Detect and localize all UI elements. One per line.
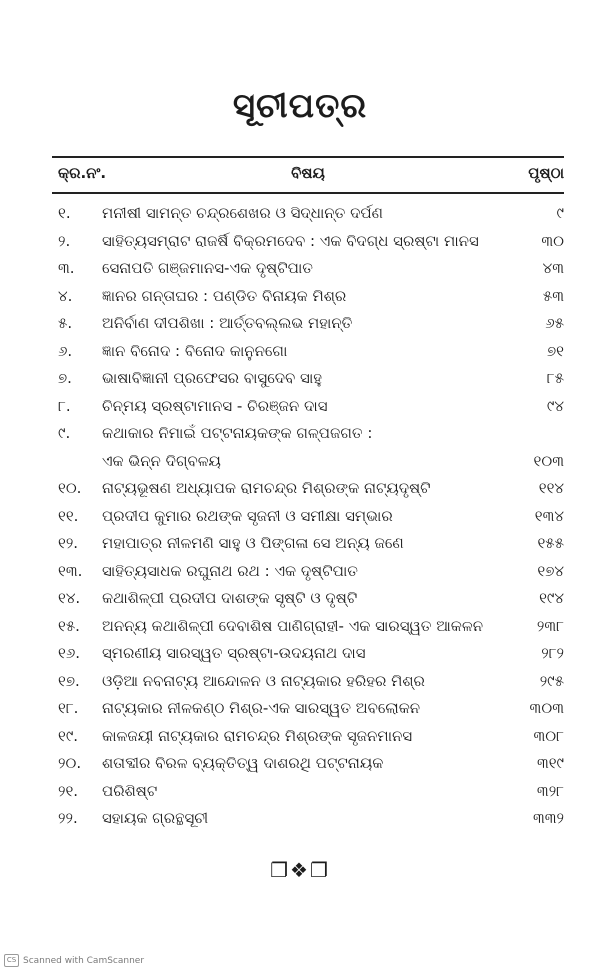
toc-serial: ୧୩. bbox=[58, 561, 83, 580]
toc-title: ଚିନ୍ମୟ ସ୍ରଷ୍ଟାମାନସ - ଚିରଞ୍ଜନ ଦାସ bbox=[102, 396, 328, 415]
toc-row bbox=[52, 640, 564, 668]
toc-page: ୮୫ bbox=[546, 369, 564, 387]
toc-serial: ୫. bbox=[58, 314, 73, 332]
toc-title: ଜ୍ଞାନ ବିନୋଦ : ବିନୋଦ କାନୁନଗୋ bbox=[102, 341, 288, 360]
toc-page: ୧୧୪ bbox=[538, 479, 564, 497]
toc-header bbox=[52, 160, 564, 190]
toc-page: ୩୦ bbox=[541, 231, 564, 250]
toc-title: କାଳଜୟୀ ନାଟ୍ୟକାର ରାମଚନ୍ଦ୍ର ମିଶ୍ରଙ୍କ ସୃଜନମାନସ bbox=[102, 726, 413, 745]
toc-serial: ୬. bbox=[58, 341, 73, 360]
toc-page: ୧୭୪ bbox=[537, 561, 564, 580]
toc-title: ଶତାବ୍ଦୀର ବିରଳ ବ୍ୟକ୍ତିତ୍ୱ ଦାଶରଥି ପଟ୍ଟନାୟକ bbox=[102, 754, 384, 772]
toc-title: ମନୀଷୀ ସାମନ୍ତ ଚନ୍ଦ୍ରଶେଖର ଓ ସିଦ୍ଧାନ୍ତ ଦର୍ପଣ bbox=[102, 204, 383, 222]
toc-row bbox=[52, 283, 564, 311]
toc-page: ୩୨୮ bbox=[536, 781, 564, 800]
toc-row bbox=[52, 200, 564, 228]
toc-title: କଥାଶିଳ୍ପୀ ପ୍ରଦୀପ ଦାଶଙ୍କ ସୃଷ୍ଟି ଓ ଦୃଷ୍ଟି bbox=[102, 589, 358, 607]
toc-title: ଅନିର୍ବାଣ ଦୀପଶିଖା : ଆର୍ତ୍ତବଲ୍ଲଭ ମହାନ୍ତି bbox=[102, 314, 353, 332]
toc-serial: ୩. bbox=[58, 259, 75, 277]
toc-title: ସ୍ମରଣୀୟ ସାରସ୍ୱତ ସ୍ରଷ୍ଟା-ଉଦୟନାଥ ଦାସ bbox=[102, 644, 366, 662]
header-serial: କ୍ର.ନଂ. bbox=[58, 164, 107, 182]
toc-title: ଓଡ଼ିଆ ନବନାଟ୍ୟ ଆନ୍ଦୋଳନ ଓ ନାଟ୍ୟକାର ହରିହର ମିଶ୍ର bbox=[102, 671, 425, 690]
toc-title: ଭାଷାବିଜ୍ଞାନୀ ପ୍ରଫେସର ବାସୁଦେବ ସାହୁ bbox=[102, 369, 322, 387]
toc-row bbox=[52, 503, 564, 531]
toc-serial: ୧୮. bbox=[58, 699, 79, 717]
toc-row bbox=[52, 393, 564, 421]
toc-title: ସହାୟକ ଗ୍ରନ୍ଥସୂଚୀ bbox=[102, 809, 209, 827]
toc-row bbox=[52, 805, 564, 833]
toc-page: ୬୫ bbox=[545, 314, 564, 332]
camscanner-logo-icon: CS bbox=[4, 954, 19, 967]
toc-serial: ୯. bbox=[58, 424, 71, 442]
toc-page: ୩୧୯ bbox=[536, 754, 564, 772]
toc-page: ୧୩୪ bbox=[534, 506, 564, 525]
scanner-text: Scanned with CamScanner bbox=[23, 955, 145, 966]
toc-page: ୧୫୫ bbox=[537, 534, 564, 552]
toc-row bbox=[52, 695, 564, 723]
toc-row bbox=[52, 585, 564, 613]
toc-serial: ୨. bbox=[58, 231, 71, 250]
toc-serial: ୧୫. bbox=[58, 616, 80, 635]
toc-serial: ୧୬. bbox=[58, 644, 81, 662]
toc-serial: ୧୨. bbox=[58, 534, 79, 552]
toc-title: ମହାପାତ୍ର ନୀଳମଣି ସାହୁ ଓ ପିଙ୍ଗଳା ସେ ଅନ୍ୟ ଜଣେ bbox=[102, 534, 404, 552]
header-subject: ବିଷୟ bbox=[291, 164, 325, 182]
toc-page: ୩୦୮ bbox=[533, 726, 564, 745]
toc-serial: ୧୪. bbox=[58, 589, 81, 607]
toc-serial: ୧୯. bbox=[58, 726, 79, 745]
toc-page: ୩୦୩ bbox=[529, 699, 564, 717]
header-bottom-rule bbox=[52, 192, 564, 194]
toc-title: ସେନାପତି ଗଞ୍ଜମାନସ-ଏକ ଦୃଷ୍ଟିପାତ bbox=[102, 259, 313, 277]
toc-row bbox=[52, 778, 564, 806]
toc-serial: ୨୦. bbox=[58, 754, 82, 772]
toc-row bbox=[52, 255, 564, 283]
toc-title: କଥାକାର ନିମାଇଁ ପଟ୍ଟନାୟକଙ୍କ ଗଳ୍ପଜଗତ : bbox=[102, 424, 373, 442]
toc-page: ୯ bbox=[556, 204, 564, 222]
toc-row bbox=[52, 475, 564, 503]
toc-page: ୭୧ bbox=[547, 341, 564, 360]
toc-page: ୯୪ bbox=[546, 396, 564, 415]
toc-title: ଜ୍ଞାନର ଗନ୍ତାଘର : ପଣ୍ଡିତ ବିନାୟକ ମିଶ୍ର bbox=[102, 286, 347, 305]
toc-serial: ୨୨. bbox=[58, 809, 78, 827]
toc-title: ସାହିତ୍ୟସମ୍ରାଟ ରାଜର୍ଷି ବିକ୍ରମଦେବ : ଏକ ବିଦଗ୍ଧ ସ୍ରଷ୍ଟା ମାନସ bbox=[102, 231, 479, 250]
toc-serial: ୪. bbox=[58, 286, 73, 305]
toc-title: ପରିଶିଷ୍ଟ bbox=[102, 781, 158, 800]
toc-row bbox=[52, 530, 564, 558]
page-title: ସୂଚୀପତ୍ର bbox=[232, 86, 368, 126]
toc-serial: ୮. bbox=[58, 396, 71, 415]
toc-page: ୪୩ bbox=[542, 259, 564, 277]
toc-row bbox=[52, 420, 564, 448]
scanner-watermark bbox=[4, 954, 144, 967]
toc-serial: ୧୭. bbox=[58, 671, 80, 690]
toc-row bbox=[52, 723, 564, 751]
toc-serial: ୧. bbox=[58, 204, 71, 222]
toc-row bbox=[52, 750, 564, 778]
toc-row bbox=[52, 613, 564, 641]
toc-serial: ୧୦. bbox=[58, 479, 82, 497]
toc-page: ୨୮୨ bbox=[541, 644, 564, 662]
toc-title: ନାଟ୍ୟଭୂଷଣ ଅଧ୍ୟାପକ ରାମଚନ୍ଦ୍ର ମିଶ୍ରଙ୍କ ନାଟ୍ୟଦୃଷ୍ଟି bbox=[102, 479, 431, 497]
toc-serial: ୭. bbox=[58, 369, 72, 387]
toc-title: ଏକ ଭିନ୍ନ ଦିଗ୍‌ବଳୟ bbox=[102, 451, 221, 470]
toc-page: ୨୩୮ bbox=[536, 616, 564, 635]
toc-page: ୫୩ bbox=[542, 286, 564, 305]
toc-page: ୩୩୨ bbox=[532, 809, 564, 827]
toc-row bbox=[52, 448, 564, 476]
toc-row bbox=[52, 338, 564, 366]
toc-title: ପ୍ରଦୀପ କୁମାର ରଥଙ୍କ ସୃଜନୀ ଓ ସମୀକ୍ଷା ସମ୍ଭାର bbox=[102, 506, 393, 525]
toc-list bbox=[52, 200, 564, 833]
ornament: ❐❖❐ bbox=[270, 858, 330, 882]
toc-row bbox=[52, 668, 564, 696]
toc-row bbox=[52, 558, 564, 586]
toc-page: ୧୦୩ bbox=[533, 451, 564, 470]
header-page: ପୃଷ୍ଠା bbox=[528, 164, 564, 182]
toc-page: ୧୯୪ bbox=[539, 589, 564, 607]
toc-page: ୨୯୫ bbox=[539, 671, 564, 690]
header-top-rule bbox=[52, 156, 564, 158]
toc-title: ନାଟ୍ୟକାର ନୀଳକଣ୍ଠ ମିଶ୍ର-ଏକ ସାରସ୍ୱତ ଅବଲୋକନ bbox=[102, 699, 421, 717]
toc-row bbox=[52, 228, 564, 256]
toc-title: ସାହିତ୍ୟସାଧକ ରଘୁନାଥ ରଥ : ଏକ ଦୃଷ୍ଟିପାତ bbox=[102, 561, 358, 580]
toc-serial: ୧୧. bbox=[58, 506, 79, 525]
toc-title: ଅନନ୍ୟ କଥାଶିଳ୍ପୀ ଦେବାଶିଷ ପାଣିଗ୍ରାହୀ- ଏକ ସାରସ୍ୱତ ଆକଳନ bbox=[102, 616, 484, 635]
toc-row bbox=[52, 365, 564, 393]
toc-serial: ୨୧. bbox=[58, 781, 79, 800]
toc-row bbox=[52, 310, 564, 338]
